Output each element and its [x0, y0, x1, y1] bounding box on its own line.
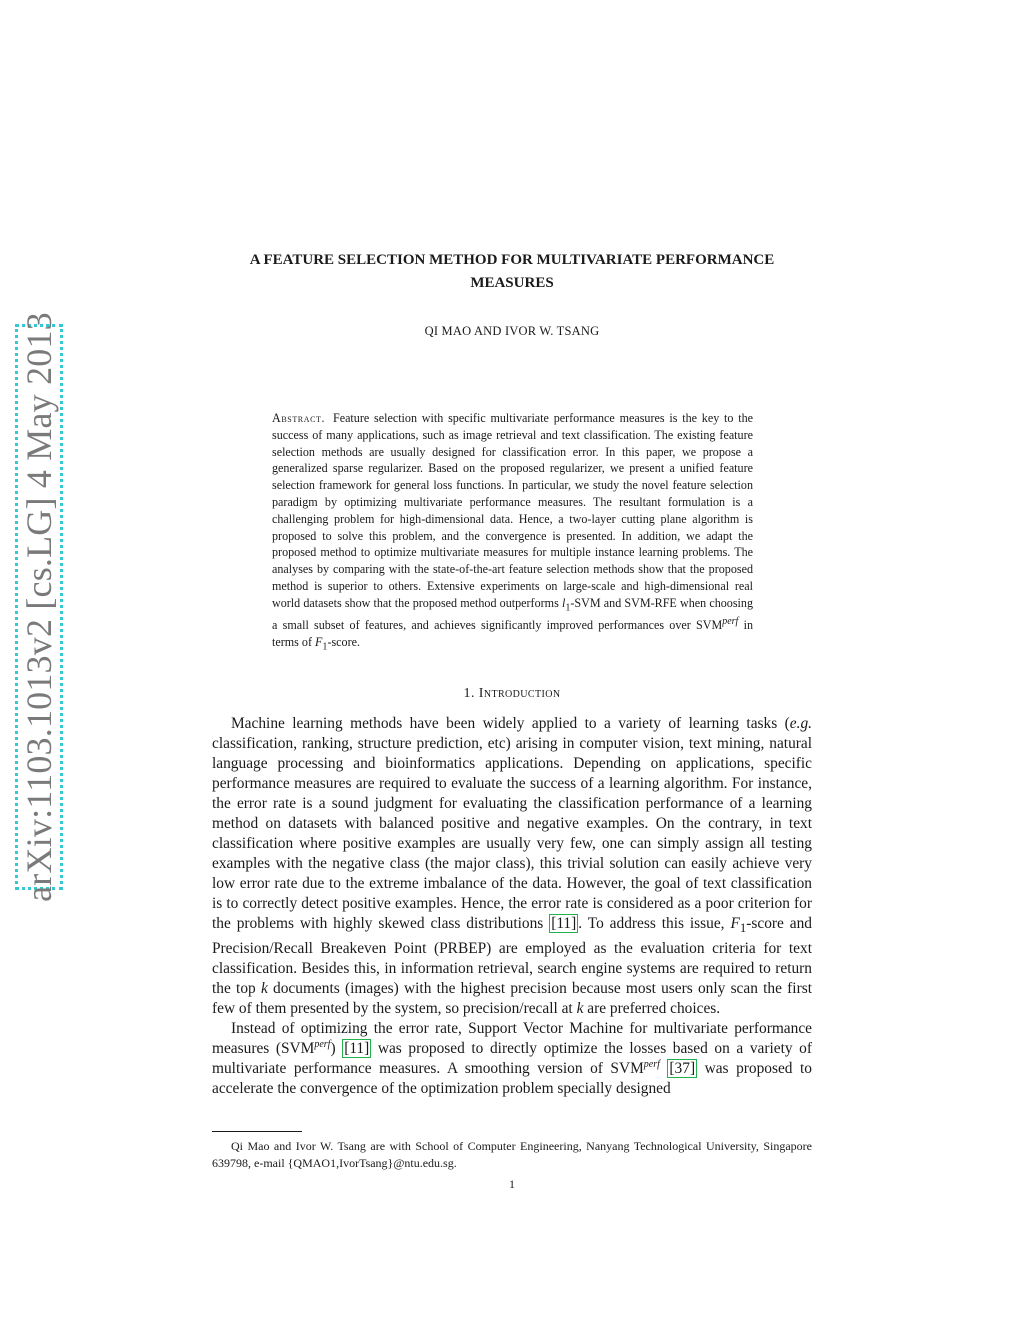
body-text	[212, 714, 812, 1099]
paragraph-2	[212, 1019, 812, 1099]
p2-text-4: was proposed to accelerate the convergence of the optimization problem specially designed	[212, 1059, 812, 1097]
title-line-2: MEASURES	[470, 275, 554, 291]
arxiv-side-stamp	[15, 312, 63, 902]
page-number: 1	[509, 1177, 515, 1191]
paper-title	[200, 249, 824, 295]
abstract-text-4: -score.	[327, 634, 361, 649]
abstract	[272, 410, 753, 656]
footnote-rule	[212, 1131, 302, 1132]
abstract-heading: Abstract.	[272, 411, 326, 425]
abstract-l1-sub: 1	[565, 602, 571, 614]
abstract-f1: F	[315, 634, 323, 649]
p1-text-5: documents (images) with the highest precision because most users only scan the first few of them presented by the system, so precision/recall at	[212, 979, 812, 1017]
citation-link[interactable]: [11]	[551, 915, 577, 933]
p1-f1: F	[730, 915, 740, 933]
citation-link[interactable]: [11]	[344, 1039, 370, 1057]
p1-text-2: classification, ranking, structure prediction, etc) arising in computer vision, text mining, natural language processing and bioinformatics applications. Depending on applications, specific performance measures are required to evaluate the success of a learning algorithm. For instance, the error rate is a sound judgment for evaluating the classification performance of a learning method on datasets with balanced positive and negative examples. On the contrary, in text classification where positive examples are usually very few, one can simply assign all testing examples with the negative class (the major class), this trivial solution can easily achieve very low error rate due to the extreme imbalance of the data. However, the goal of text classification is to correctly detect positive examples. Hence, the error rate is considered as a poor criterion for the problems with highly skewed class distributions	[212, 735, 812, 933]
paragraph-1	[212, 714, 812, 1019]
p1-k2: k	[576, 999, 584, 1017]
abstract-l1: l	[561, 595, 566, 610]
abstract-text-3: in terms of	[272, 617, 753, 649]
section-number: 1.	[463, 686, 475, 701]
p2-perf-sup-2: perf	[643, 1058, 660, 1070]
abstract-perf-sup: perf	[722, 615, 739, 627]
p1-text-6: are preferred choices.	[587, 999, 721, 1017]
p2-text-2: )	[330, 1039, 336, 1057]
p2-text-1: Instead of optimizing the error rate, Support Vector Machine for multivariate performance measures (SVM	[212, 1019, 812, 1057]
p1-f1-sub: 1	[739, 921, 747, 936]
abstract-f1-sub: 1	[322, 641, 328, 653]
p1-k1: k	[260, 979, 268, 997]
authors: QI MAO AND IVOR W. TSANG	[424, 324, 600, 338]
arxiv-identifier: arXiv:1103.1013v2 [cs.LG] 4 May 2013	[19, 312, 59, 902]
p2-perf-sup-1: perf	[314, 1038, 331, 1050]
p1-text-3: . To address this issue,	[578, 915, 725, 933]
title-line-1: A FEATURE SELECTION METHOD FOR MULTIVARIATE PERFORMANCE	[249, 252, 775, 268]
section-heading	[200, 686, 824, 702]
p1-text-1: Machine learning methods have been widely applied to a variety of learning tasks (	[231, 715, 790, 732]
footnote: Qi Mao and Ivor W. Tsang are with School of Computer Engineering, Nanyang Technological University, Singapore 639798, e-mail {QMAO1,IvorTsang}@ntu.edu.sg.	[212, 1139, 812, 1170]
p2-text-3: was proposed to directly optimize the losses based on a variety of multivariate performance measures. A smoothing version of SVM	[212, 1039, 812, 1077]
abstract-text-2: -SVM and SVM-RFE when choosing a small subset of features, and achieves significantly improved performances over SVM	[272, 595, 753, 632]
section-title: Introduction	[478, 686, 561, 701]
citation-link[interactable]: [37]	[669, 1059, 696, 1077]
abstract-text-1: Feature selection with specific multivariate performance measures is the key to the success of many applications, such as image retrieval and text classification. The existing feature selection methods are usually designed for classification error. In this paper, we propose a generalized sparse regularizer. Based on the proposed regularizer, we present a unified feature selection framework for general loss functions. In particular, we study the novel feature selection paradigm by optimizing multivariate performance measures. The resultant formulation is a challenging problem for high-dimensional data. Hence, a two-layer cutting plane algorithm is proposed to solve this problem, and the convergence is presented. In addition, we adapt the proposed method to optimize multivariate measures for multiple instance learning problems. The analyses by comparing with the state-of-the-art feature selection methods show that the proposed method is superior to others. Extensive experiments on large-scale and high-dimensional real world datasets show that the proposed method outperforms	[272, 411, 753, 610]
p1-eg: e.g.	[789, 715, 812, 732]
p1-text-4: -score and Precision/Recall Breakeven Point (PRBEP) are employed as the evaluation criteria for text classification. Besides this, in information retrieval, search engine systems are required to return the top	[212, 915, 812, 997]
